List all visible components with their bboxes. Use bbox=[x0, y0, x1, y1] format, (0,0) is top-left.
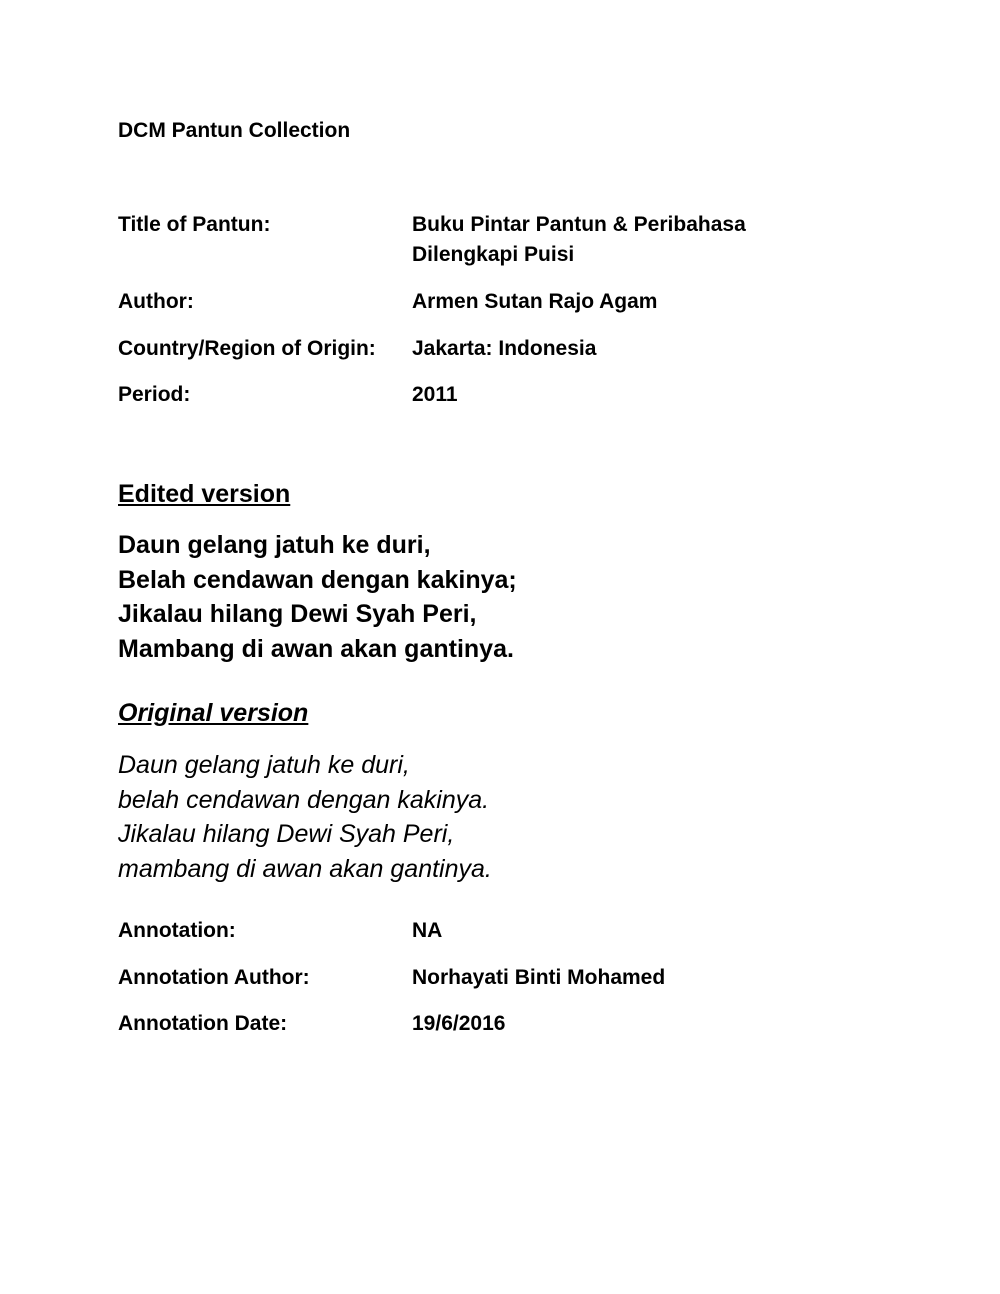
edited-verse-line: Belah cendawan dengan kakinya; bbox=[118, 565, 517, 594]
meta-value-title-line1: Buku Pintar Pantun & Peribahasa bbox=[412, 213, 746, 236]
edited-verse-line: Mambang di awan akan gantinya. bbox=[118, 634, 514, 663]
collection-title: DCM Pantun Collection bbox=[118, 119, 351, 142]
meta-value-author: Armen Sutan Rajo Agam bbox=[412, 290, 658, 313]
original-verse-line: Daun gelang jatuh ke duri, bbox=[118, 751, 410, 779]
original-verse-line: mambang di awan akan gantinya. bbox=[118, 854, 492, 883]
meta-label-author: Author: bbox=[118, 290, 194, 313]
annotation-date-label: Annotation Date: bbox=[118, 1012, 288, 1035]
meta-value-title bbox=[412, 210, 832, 270]
meta-label-period: Period: bbox=[118, 383, 191, 406]
annotation-author-label: Annotation Author: bbox=[118, 966, 310, 989]
edited-verse-line: Daun gelang jatuh ke duri, bbox=[118, 531, 431, 559]
meta-label-title: Title of Pantun: bbox=[118, 213, 271, 236]
meta-label-origin: Country/Region of Origin: bbox=[118, 337, 376, 360]
original-verse-line: belah cendawan dengan kakinya. bbox=[118, 785, 490, 814]
original-verse bbox=[118, 748, 492, 886]
edited-verse-line: Jikalau hilang Dewi Syah Peri, bbox=[118, 600, 477, 628]
meta-value-origin: Jakarta: Indonesia bbox=[412, 337, 597, 360]
annotation-date-value: 19/6/2016 bbox=[412, 1012, 506, 1035]
annotation-label: Annotation: bbox=[118, 919, 236, 942]
edited-version-heading: Edited version bbox=[118, 480, 291, 508]
meta-value-period: 2011 bbox=[412, 383, 458, 406]
document-page bbox=[118, 0, 938, 1294]
annotation-author-value: Norhayati Binti Mohamed bbox=[412, 966, 666, 989]
original-verse-line: Jikalau hilang Dewi Syah Peri, bbox=[118, 820, 455, 848]
annotation-value: NA bbox=[412, 919, 443, 942]
meta-value-title-line2: Dilengkapi Puisi bbox=[412, 243, 575, 266]
original-version-heading: Original version bbox=[118, 699, 309, 727]
edited-verse bbox=[118, 528, 517, 666]
